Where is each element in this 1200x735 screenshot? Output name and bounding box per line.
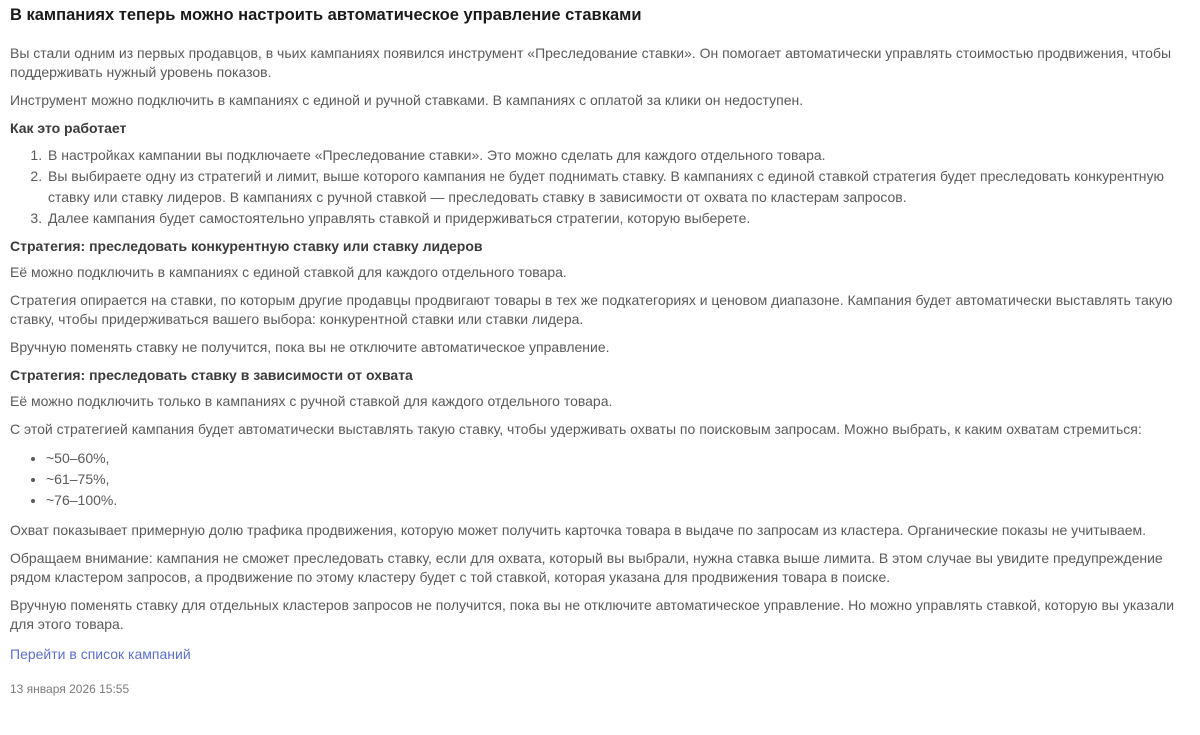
step-item: 2. Вы выбираете одну из стратегий и лимит, выше которого кампания не будет поднимать ставку. В кампаниях с единой ставкой стратегия будет преследовать конкурентную ставку или ставку лидеров. В кампаниях с ручной ставкой — преследовать ставку в зависимости от охвата по кластерам запросов. — [46, 166, 1190, 208]
strategy-coverage-paragraph: С этой стратегией кампания будет автоматически выставлять такую ставку, чтобы удерживать охваты по поисковым запросам. Можно выбрать, к каким охватам стремиться: — [10, 421, 1142, 437]
article-title: В кампаниях теперь можно настроить автоматическое управление ставками — [10, 6, 642, 24]
timestamp: 13 января 2026 15:55 — [10, 682, 130, 696]
strategy-coverage-heading: Стратегия: преследовать ставку в зависимости от охвата — [10, 367, 413, 383]
step-item: 3. Далее кампания будет самостоятельно управлять ставкой и придерживаться стратегии, которую выберете. — [46, 208, 1190, 229]
coverage-options-list — [10, 448, 1190, 511]
coverage-option: • ~61–75%, — [46, 469, 1190, 490]
how-it-works-heading: Как это работает — [10, 120, 127, 136]
strategy-competitor-paragraph: Стратегия опирается на ставки, по которым другие продавцы продвигают товары в тех же подкатегориях и ценовом диапазоне. Кампания будет автоматически выставлять такую ставку, чтобы придерживаться вашего выбора: конкурентной ставки или ставки лидера. — [10, 292, 1173, 327]
strategy-coverage-paragraph: Обращаем внимание: кампания не сможет преследовать ставку, если для охвата, который вы выбрали, нужна ставка выше лимита. В этом случае вы увидите предупреждение рядом кластером запросов, а продвижение по этому кластеру будет с той ставкой, которая указана для продвижения товара в поиске. — [10, 550, 1163, 585]
coverage-option: • ~50–60%, — [46, 448, 1190, 469]
strategy-coverage-paragraph: Вручную поменять ставку для отдельных кластеров запросов не получится, пока вы не отключите автоматическое управление. Но можно управлять ставкой, которую вы указали для этого товара. — [10, 597, 1175, 632]
campaign-list-link[interactable]: Перейти в список кампаний — [10, 646, 191, 662]
intro-paragraph: Инструмент можно подключить в кампаниях с единой и ручной ставками. В кампаниях с оплатой за клики он недоступен. — [10, 92, 804, 108]
how-it-works-steps — [10, 145, 1190, 229]
strategy-competitor-heading: Стратегия: преследовать конкурентную ставку или ставку лидеров — [10, 238, 483, 254]
intro-paragraph: Вы стали одним из первых продавцов, в чьих кампаниях появился инструмент «Преследование ставки». Он помогает автоматически управлять стоимостью продвижения, чтобы поддерживать нужный уровень показов. — [10, 45, 1172, 80]
strategy-coverage-paragraph: Охват показывает примерную долю трафика продвижения, которую может получить карточка товара в выдаче по запросам из кластера. Органические показы не учитываем. — [10, 522, 1147, 538]
strategy-competitor-paragraph: Её можно подключить в кампаниях с единой ставкой для каждого отдельного товара. — [10, 264, 567, 280]
coverage-option: • ~76–100%. — [46, 490, 1190, 511]
step-item: 1. В настройках кампании вы подключаете «Преследование ставки». Это можно сделать для каждого отдельного товара. — [46, 145, 1190, 166]
strategy-competitor-paragraph: Вручную поменять ставку не получится, пока вы не отключите автоматическое управление. — [10, 339, 610, 355]
strategy-coverage-paragraph: Её можно подключить только в кампаниях с ручной ставкой для каждого отдельного товара. — [10, 393, 613, 409]
